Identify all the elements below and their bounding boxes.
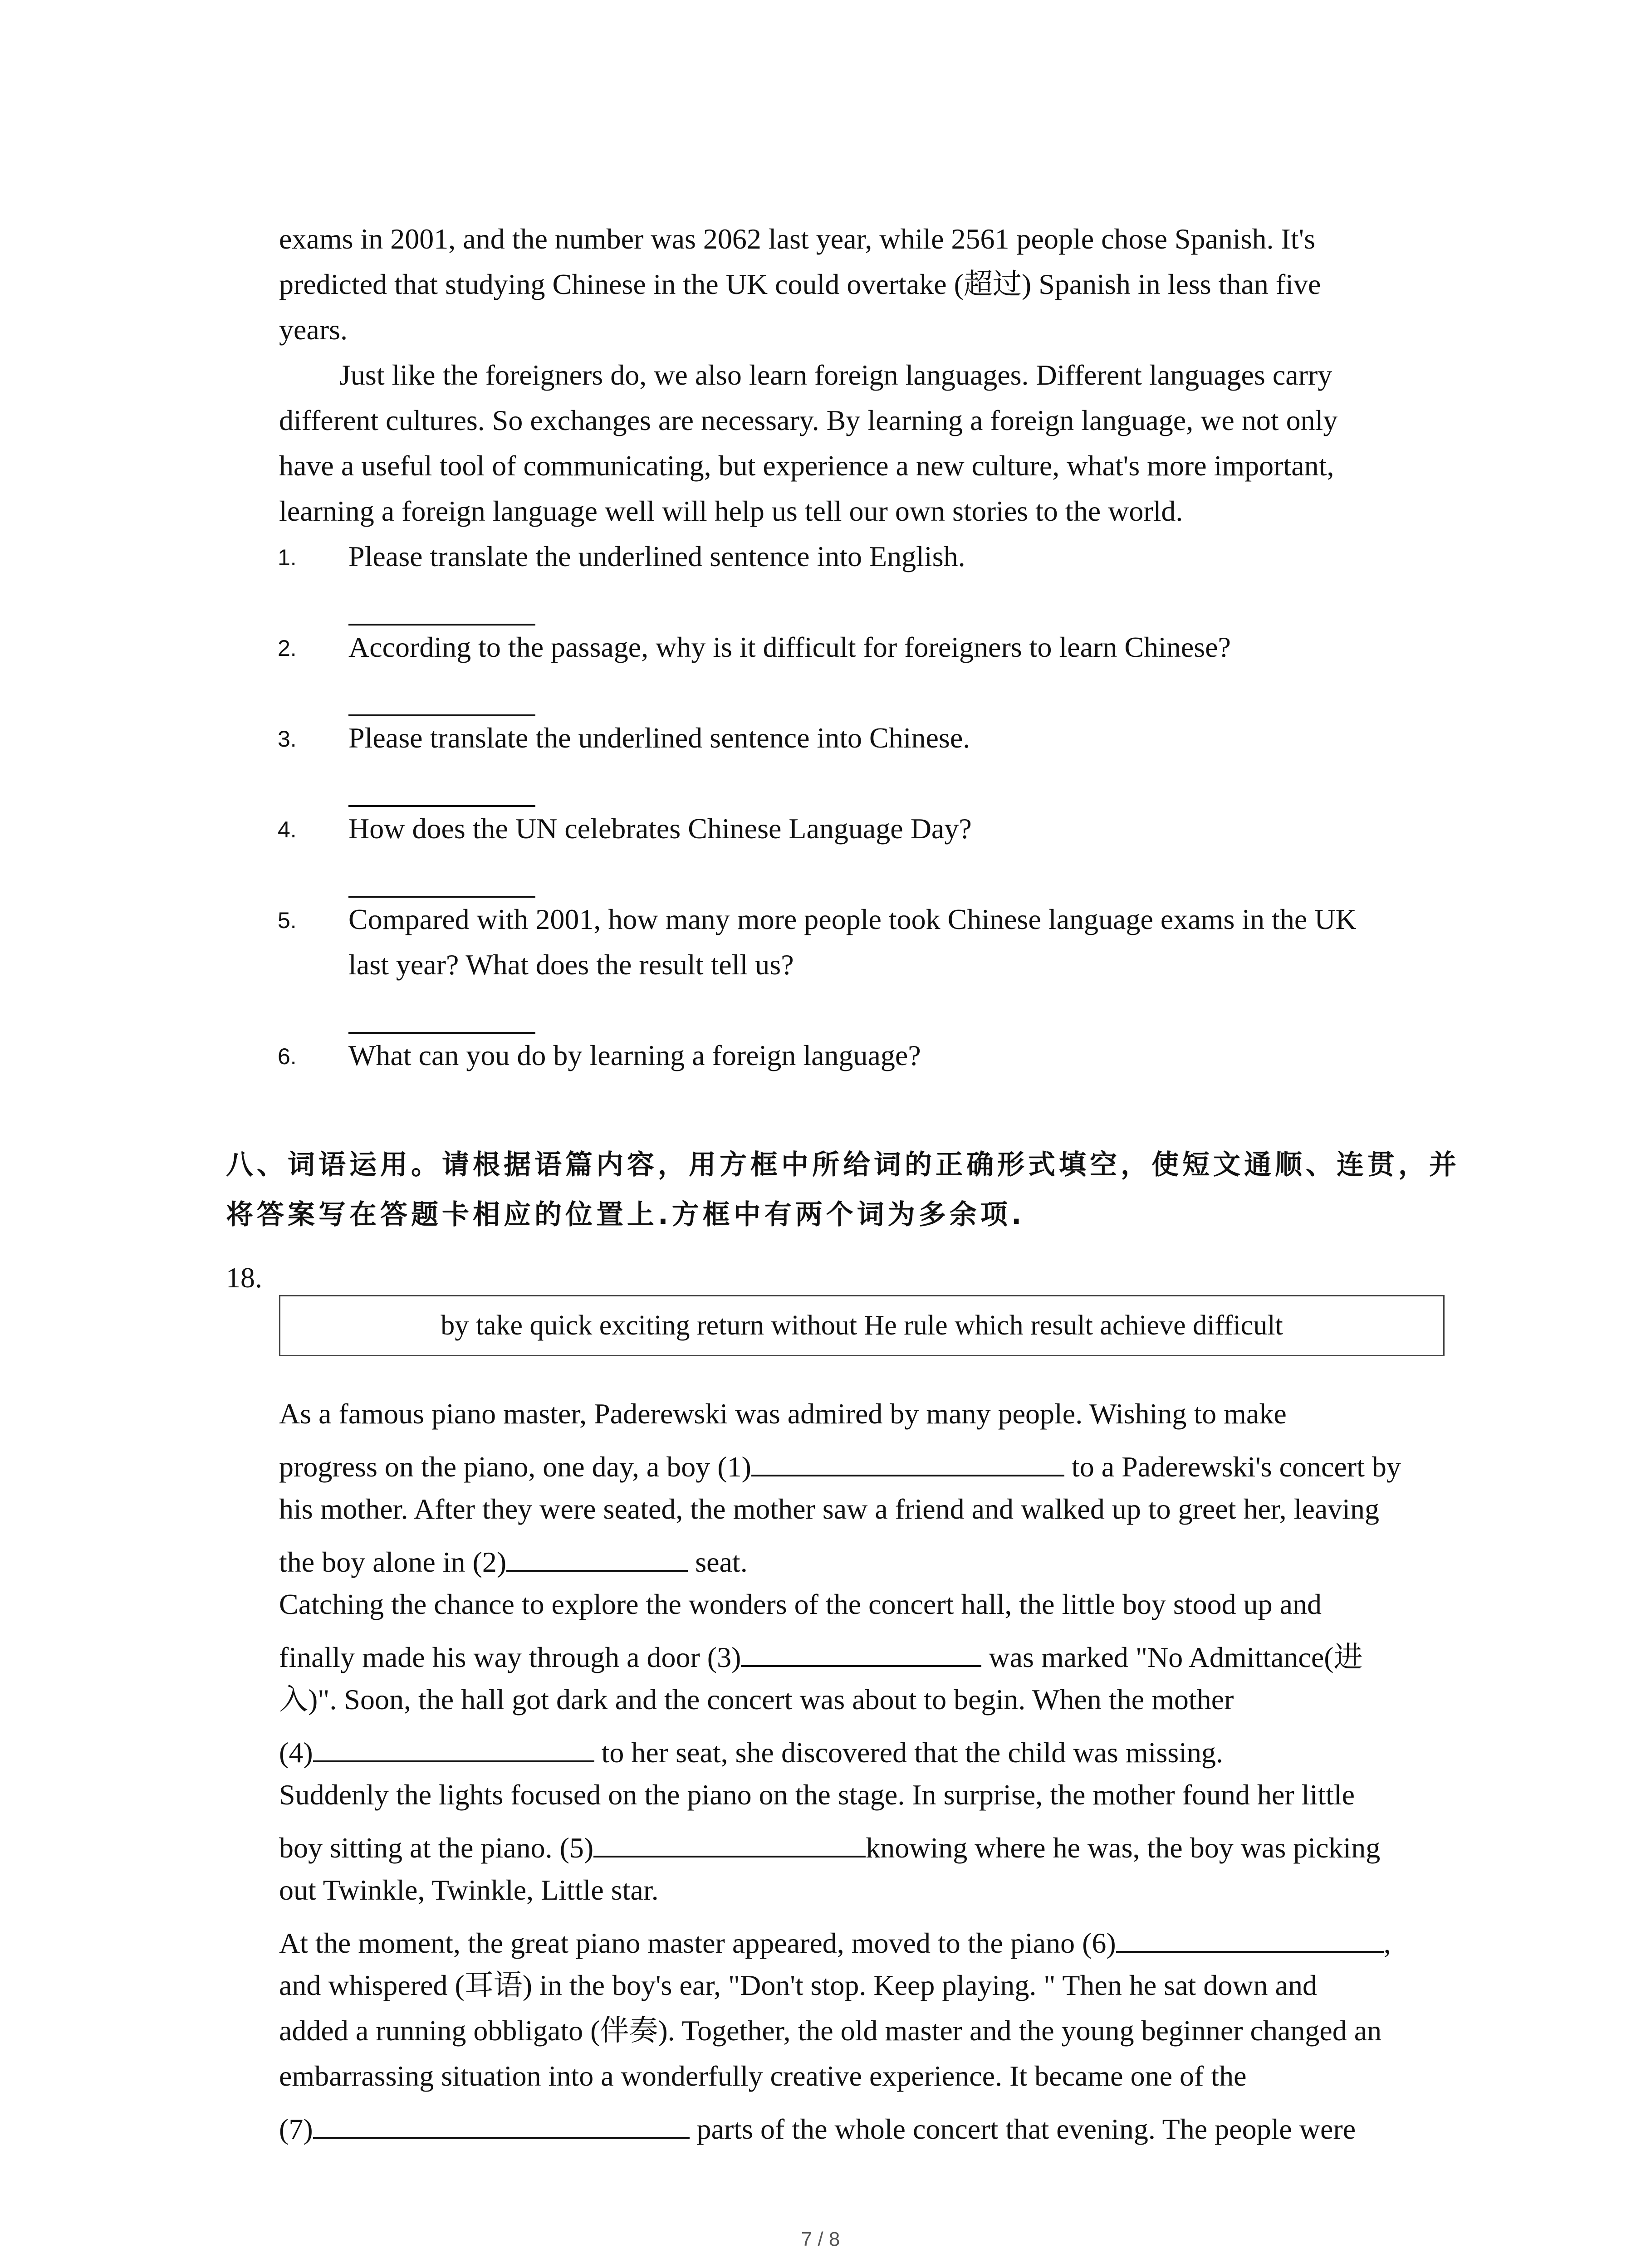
blank-1[interactable]	[751, 1449, 1064, 1476]
cloze-line: and whispered (耳语) in the boy's ear, "Don't stop. Keep playing. " Then he sat down and	[279, 1969, 1317, 2001]
question-text: How does the UN celebrates Chinese Language Day?	[348, 812, 972, 845]
word-box	[279, 1295, 1445, 1356]
question-number: 3.	[278, 726, 297, 752]
cloze-line: embarrassing situation into a wonderfully creative experience. It became one of the	[279, 2060, 1247, 2092]
blank-2[interactable]	[506, 1545, 688, 1572]
question-number: 5.	[278, 908, 297, 933]
question-number: 2.	[278, 635, 297, 661]
page-number: 7 / 8	[801, 2228, 840, 2250]
cloze-line: Catching the chance to explore the wonders of the concert hall, the little boy stood up and	[279, 1588, 1322, 1620]
section-heading: 将答案写在答题卡相应的位置上.方框中有两个词为多余项.	[226, 1199, 1025, 1231]
blank-7[interactable]	[313, 2112, 690, 2139]
cloze-line: finally made his way through a door (3) was marked "No Admittance(进	[279, 1640, 1363, 1672]
passage-line: Just like the foreigners do, we also learn foreign languages. Different languages carry	[339, 359, 1332, 391]
cloze-line: (7) parts of the whole concert that evening. The people were	[279, 2112, 1356, 2144]
answer-line[interactable]	[348, 624, 535, 626]
blank-3[interactable]	[741, 1640, 981, 1667]
question-number: 18.	[226, 1261, 262, 1294]
answer-line[interactable]	[348, 714, 535, 716]
cloze-line: progress on the piano, one day, a boy (1) to a Paderewski's concert by	[279, 1449, 1401, 1481]
question-text: According to the passage, why is it difficult for foreigners to learn Chinese?	[348, 631, 1231, 663]
cloze-line: his mother. After they were seated, the mother saw a friend and walked up to greet her, leaving	[279, 1493, 1380, 1525]
answer-line[interactable]	[348, 805, 535, 807]
question-number: 6.	[278, 1044, 297, 1069]
question-number: 4.	[278, 817, 297, 842]
passage-line: have a useful tool of communicating, but experience a new culture, what's more important,	[279, 450, 1334, 482]
blank-4[interactable]	[313, 1735, 594, 1762]
question-text: last year? What does the result tell us?	[348, 948, 794, 981]
question-text: Compared with 2001, how many more people took Chinese language exams in the UK	[348, 903, 1357, 935]
passage-line: different cultures. So exchanges are necessary. By learning a foreign language, we not only	[279, 404, 1338, 436]
cloze-line: (4) to her seat, she discovered that the child was missing.	[279, 1735, 1223, 1767]
passage-line: exams in 2001, and the number was 2062 last year, while 2561 people chose Spanish. It's	[279, 223, 1316, 255]
passage-line: learning a foreign language well will help us tell our own stories to the world.	[279, 495, 1183, 527]
blank-5[interactable]	[593, 1830, 866, 1857]
question-number: 1.	[278, 545, 297, 570]
cloze-line: 入)". Soon, the hall got dark and the concert was about to begin. When the mother	[279, 1683, 1234, 1716]
question-text: Please translate the underlined sentence into Chinese.	[348, 722, 970, 754]
answer-line[interactable]	[348, 896, 535, 898]
cloze-line: Suddenly the lights focused on the piano on the stage. In surprise, the mother found her little	[279, 1779, 1355, 1811]
cloze-line: As a famous piano master, Paderewski was admired by many people. Wishing to make	[279, 1398, 1287, 1430]
cloze-line: out Twinkle, Twinkle, Little star.	[279, 1874, 659, 1906]
cloze-line: boy sitting at the piano. (5) knowing where he was, the boy was picking	[279, 1830, 1380, 1862]
answer-line[interactable]	[348, 1032, 535, 1034]
cloze-line: added a running obbligato (伴奏). Together, the old master and the young beginner changed an	[279, 2014, 1382, 2047]
passage-line: years.	[279, 313, 348, 346]
word-box-text: by take quick exciting return without He rule which result achieve difficult	[441, 1310, 1283, 1341]
blank-6[interactable]	[1116, 1926, 1384, 1953]
cloze-line: At the moment, the great piano master appeared, moved to the piano (6) ,	[279, 1926, 1391, 1958]
cloze-line: the boy alone in (2) seat.	[279, 1545, 748, 1577]
section-heading: 八、词语运用。请根据语篇内容，用方框中所给词的正确形式填空，使短文通顺、连贯，并	[226, 1149, 1460, 1181]
passage-line: predicted that studying Chinese in the UK could overtake (超过) Spanish in less than five	[279, 268, 1321, 300]
question-text: What can you do by learning a foreign language?	[348, 1039, 921, 1071]
question-text: Please translate the underlined sentence into English.	[348, 540, 965, 572]
